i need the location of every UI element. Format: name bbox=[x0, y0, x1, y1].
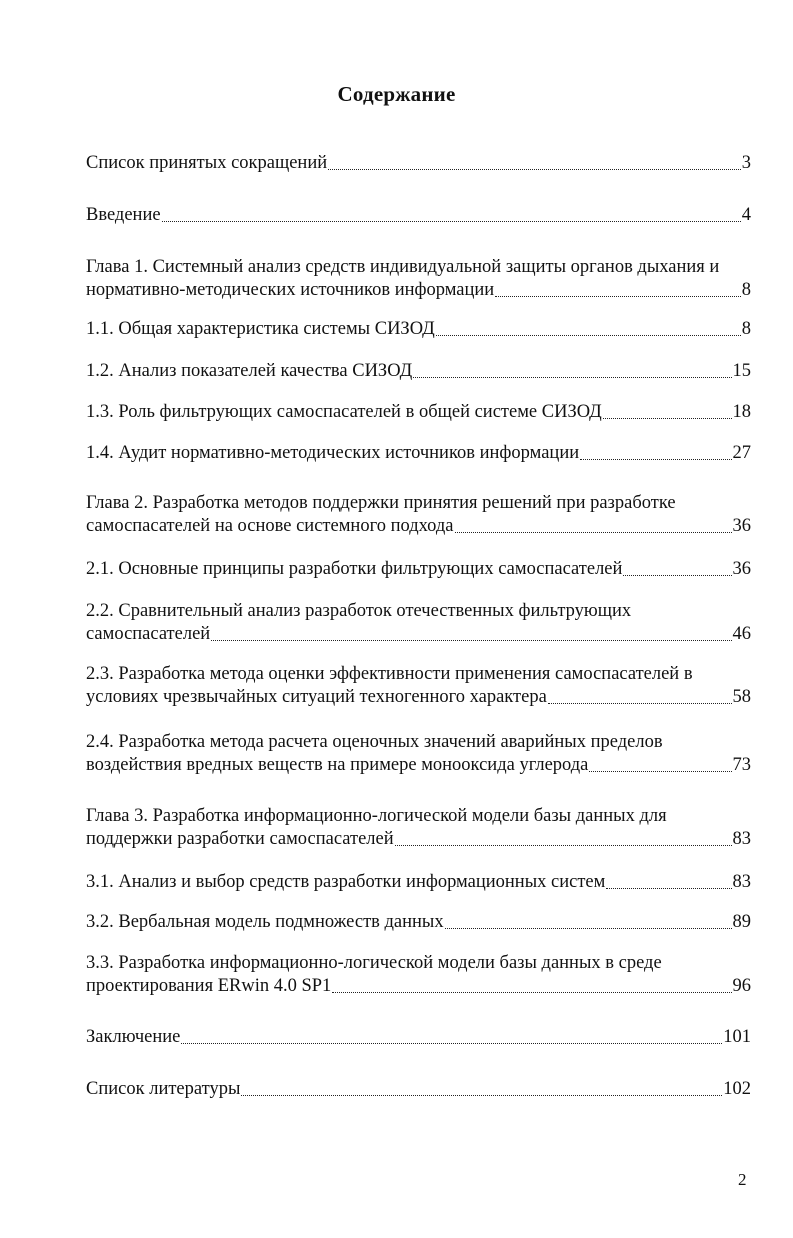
toc-leader-dots bbox=[580, 458, 731, 460]
toc-entry-text: Список принятых сокращений bbox=[86, 153, 328, 173]
toc-page-number: 8 bbox=[741, 280, 751, 300]
toc-entry-text: Введение bbox=[86, 205, 161, 225]
toc-line bbox=[86, 515, 751, 538]
toc-entry-text: самоспасателей на основе системного подхода bbox=[86, 516, 454, 536]
toc-entry-first-line: Глава 2. Разработка методов поддержки принятия решений при разработке bbox=[86, 493, 676, 513]
toc-entry bbox=[86, 558, 751, 581]
toc-line bbox=[86, 623, 751, 646]
toc-entry-text: проектирования ERwin 4.0 SP1 bbox=[86, 976, 332, 996]
toc-line bbox=[86, 975, 751, 998]
toc-entry bbox=[86, 952, 751, 998]
toc-entry-text: самоспасателей bbox=[86, 624, 211, 644]
toc-leader-dots bbox=[589, 770, 731, 772]
toc-page-number: 4 bbox=[741, 205, 751, 225]
toc-page-number: 15 bbox=[732, 361, 751, 381]
toc-page-number: 83 bbox=[732, 829, 751, 849]
toc-entry bbox=[86, 360, 751, 383]
toc-entry-text: воздействия вредных веществ на примере монооксида углерода bbox=[86, 755, 589, 775]
toc-entry bbox=[86, 871, 751, 894]
toc-entry-text: Список литературы bbox=[86, 1079, 241, 1099]
toc-entry-first-line: 2.2. Сравнительный анализ разработок отечественных фильтрующих bbox=[86, 601, 632, 621]
toc-line bbox=[86, 204, 751, 227]
toc-entry-text: 1.3. Роль фильтрующих самоспасателей в общей системе СИЗОД bbox=[86, 402, 602, 422]
toc-entry-first-line: 3.3. Разработка информационно-логической модели базы данных в среде bbox=[86, 953, 662, 973]
toc-entry-text: 2.1. Основные принципы разработки фильтрующих самоспасателей bbox=[86, 559, 623, 579]
toc-leader-dots bbox=[606, 887, 731, 889]
toc-leader-dots bbox=[623, 574, 731, 576]
toc-entry bbox=[86, 318, 751, 341]
toc-page-number: 18 bbox=[732, 402, 751, 422]
toc-line bbox=[86, 318, 751, 341]
toc-leader-dots bbox=[395, 844, 732, 846]
toc-entry bbox=[86, 1026, 751, 1049]
toc-leader-dots bbox=[211, 639, 731, 641]
toc-page-number: 83 bbox=[732, 872, 751, 892]
toc-entry bbox=[86, 152, 751, 175]
toc-leader-dots bbox=[181, 1042, 722, 1044]
toc-entry bbox=[86, 442, 751, 465]
toc-entry bbox=[86, 204, 751, 227]
toc-leader-dots bbox=[241, 1094, 722, 1096]
toc-line bbox=[86, 828, 751, 851]
toc-leader-dots bbox=[162, 220, 741, 222]
toc-leader-dots bbox=[548, 702, 732, 704]
toc-page-number: 101 bbox=[723, 1027, 751, 1047]
toc-leader-dots bbox=[328, 168, 741, 170]
toc-entry-text: 1.2. Анализ показателей качества СИЗОД bbox=[86, 361, 413, 381]
toc-leader-dots bbox=[495, 295, 741, 297]
toc-leader-dots bbox=[436, 334, 741, 336]
toc-entry-first-line: Глава 1. Системный анализ средств индивидуальной защиты органов дыхания и bbox=[86, 257, 720, 277]
toc-entry bbox=[86, 911, 751, 934]
page-number: 2 bbox=[738, 1170, 747, 1189]
toc-line bbox=[86, 911, 751, 934]
toc-entry-first-line: Глава 3. Разработка информационно-логической модели базы данных для bbox=[86, 806, 667, 826]
toc-page-number: 3 bbox=[741, 153, 751, 173]
toc-entry-text: 1.4. Аудит нормативно-методических источников информации bbox=[86, 443, 580, 463]
toc-page-number: 27 bbox=[732, 443, 751, 463]
toc-page-number: 58 bbox=[732, 687, 751, 707]
toc-line bbox=[86, 871, 751, 894]
toc-line bbox=[86, 754, 751, 777]
toc-leader-dots bbox=[455, 531, 732, 533]
toc-entry-text: поддержки разработки самоспасателей bbox=[86, 829, 394, 849]
toc-entry bbox=[86, 805, 751, 851]
toc-page-number: 8 bbox=[741, 319, 751, 339]
toc-line bbox=[86, 1078, 751, 1101]
toc-leader-dots bbox=[332, 991, 731, 993]
toc-entry bbox=[86, 731, 751, 777]
toc-entry-text: условиях чрезвычайных ситуаций техногенного характера bbox=[86, 687, 547, 707]
toc-entry bbox=[86, 492, 751, 538]
toc-page-number: 73 bbox=[732, 755, 751, 775]
toc-entry-text: 1.1. Общая характеристика системы СИЗОД bbox=[86, 319, 435, 339]
toc-line bbox=[86, 1026, 751, 1049]
toc-line bbox=[86, 686, 751, 709]
toc-entry bbox=[86, 256, 751, 302]
toc-entry bbox=[86, 663, 751, 709]
toc-entry-first-line: 2.3. Разработка метода оценки эффективности применения самоспасателей в bbox=[86, 664, 693, 684]
toc-line bbox=[86, 152, 751, 175]
toc-page-number: 89 bbox=[732, 912, 751, 932]
toc-leader-dots bbox=[413, 376, 731, 378]
page-title: Содержание bbox=[337, 82, 456, 106]
toc-entry-text: 3.2. Вербальная модель подмножеств данных bbox=[86, 912, 444, 932]
toc-leader-dots bbox=[445, 927, 732, 929]
toc-page-number: 102 bbox=[723, 1079, 751, 1099]
toc-entry-text: Заключение bbox=[86, 1027, 181, 1047]
toc-line bbox=[86, 442, 751, 465]
toc-entry-text: нормативно-методических источников информации bbox=[86, 280, 495, 300]
toc-leader-dots bbox=[603, 417, 732, 419]
toc-page-number: 46 bbox=[732, 624, 751, 644]
toc-entry bbox=[86, 1078, 751, 1101]
toc-entry-first-line: 2.4. Разработка метода расчета оценочных значений аварийных пределов bbox=[86, 732, 663, 752]
toc-page-number: 36 bbox=[732, 559, 751, 579]
toc-page-number: 96 bbox=[732, 976, 751, 996]
toc-line bbox=[86, 401, 751, 424]
toc-entry bbox=[86, 401, 751, 424]
toc-entry-text: 3.1. Анализ и выбор средств разработки информационных систем bbox=[86, 872, 606, 892]
toc-page-number: 36 bbox=[732, 516, 751, 536]
toc-line bbox=[86, 279, 751, 302]
toc-entry bbox=[86, 600, 751, 646]
toc-line bbox=[86, 558, 751, 581]
toc-line bbox=[86, 360, 751, 383]
